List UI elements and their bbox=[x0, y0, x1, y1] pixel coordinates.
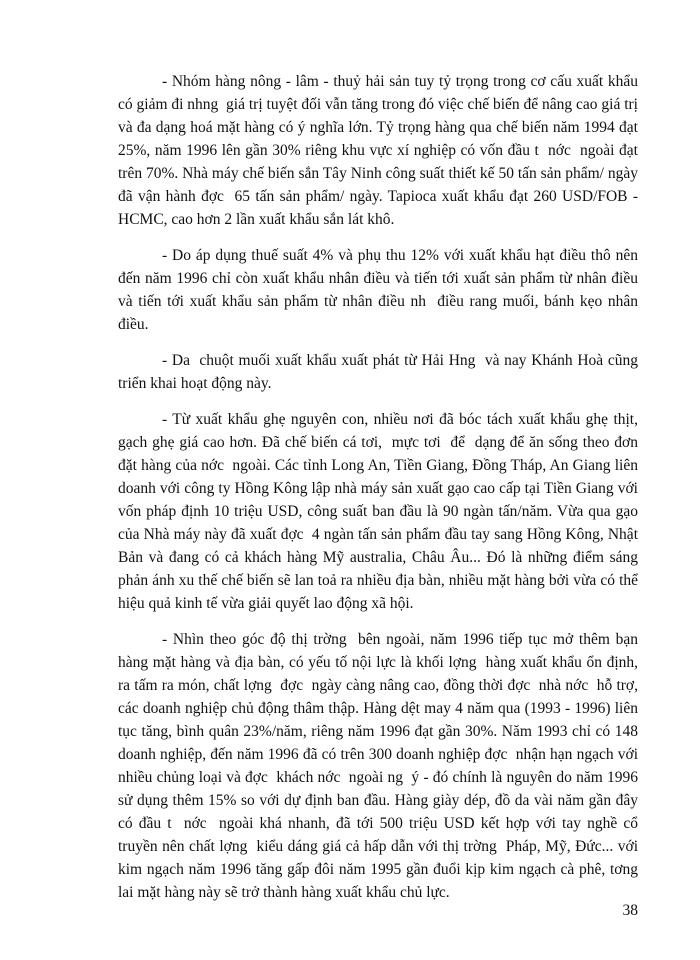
page-number: 38 bbox=[622, 902, 638, 919]
document-body bbox=[118, 70, 646, 917]
paragraph-agricultural-products: - Nhóm hàng nông - lâm - thuỷ hải sản tuy tỷ trọng trong cơ cấu xuất khẩu có giảm đi nhng giá trị tuyệt đối vẫn tăng trong đó việc chế biến để nâng cao giá trị và đa dạng hoá mặt hàng có ý nghĩa lớn. Tỷ trọng hàng qua chế biến năm 1994 đạt 25%, năm 1996 lên gần 30% riêng khu vực xí nghiệp có vốn đầu t nớc ngoài đạt trên 70%. Nhà máy chế biến sắn Tây Ninh công suất thiết kế 50 tấn sản phẩm/ ngày đã vận hành đợc 65 tấn sản phẩm/ ngày. Tapioca xuất khẩu đạt 260 USD/FOB - HCMC, cao hơn 2 lần xuất khẩu sắn lát khô. bbox=[118, 73, 642, 228]
paragraph-foreign-markets: - Nhìn theo góc độ thị trờng bên ngoài, năm 1996 tiếp tục mở thêm bạn hàng mặt hàng và địa bàn, có yếu tố nội lực là khối lợng hàng xuất khẩu ổn định, ra tấm ra món, chất lợng đợc ngày càng nâng cao, đồng thời đợc nhà nớc hỗ trợ, các doanh nghiệp chủ động thâm thập. Hàng dệt may 4 năm qua (1993 - 1996) liên tục tăng, bình quân 23%/năm, riêng năm 1996 đạt gần 30%. Năm 1993 chỉ có 148 doanh nghiệp, đến năm 1996 đã có trên 300 doanh nghiệp đợc nhận hạn ngạch với nhiều chủng loại và đợc khách nớc ngoài ng ý - đó chính là nguyên do năm 1996 sử dụng thêm 15% so với dự định ban đầu. Hàng giày dép, đồ da vài năm gần đây có đầu t nớc ngoài khá nhanh, đã tới 500 triệu USD kết hợp với tay nghề cổ truyền nên chất lợng kiểu dáng giá cả hấp dẫn với thị trờng Pháp, Mỹ, Đức... với kim ngạch năm 1996 tăng gấp đôi năm 1995 gần đuổi kịp kim ngạch cà phê, tơng lai mặt hàng này sẽ trở thành hàng xuất khẩu chủ lực. bbox=[118, 631, 646, 901]
paragraph-cucumber: - Da chuột muối xuất khẩu xuất phát từ Hải Hng và nay Khánh Hoà cũng triển khai hoạt động này. bbox=[118, 352, 642, 392]
paragraph-crab-rice: - Từ xuất khẩu ghẹ nguyên con, nhiều nơi đã bóc tách xuất khẩu ghẹ thịt, gạch ghẹ giá cao hơn. Đã chế biến cá tơi, mực tơi để dạng để ăn sống theo đơn đặt hàng của nớc ngoài. Các tỉnh Long An, Tiền Giang, Đồng Tháp, An Giang liên doanh với công ty Hồng Kông lập nhà máy sản xuất gạo cao cấp tại Tiền Giang với vốn pháp định 10 triệu USD, công suất ban đầu là 90 ngàn tấn/năm. Vừa qua gạo của Nhà máy này đã xuất đợc 4 ngàn tấn sản phẩm đầu tay sang Hồng Kông, Nhật Bản và đang có cả khách hàng Mỹ australia, Châu Âu... Đó là những điểm sáng phản ánh xu thế chế biến sẽ lan toả ra nhiều địa bàn, nhiều mặt hàng bởi vừa có thể hiệu quả kinh tế vừa giải quyết lao động xã hội. bbox=[118, 411, 642, 612]
paragraph-cashew: - Do áp dụng thuế suất 4% và phụ thu 12% với xuất khẩu hạt điều thô nên đến năm 1996 chỉ còn xuất khẩu nhân điều và tiến tới xuất sản phẩm từ nhân điều và tiến tới xuất khẩu sản phẩm từ nhân điều nh điều rang muối, bánh kẹo nhân điều. bbox=[118, 247, 642, 333]
